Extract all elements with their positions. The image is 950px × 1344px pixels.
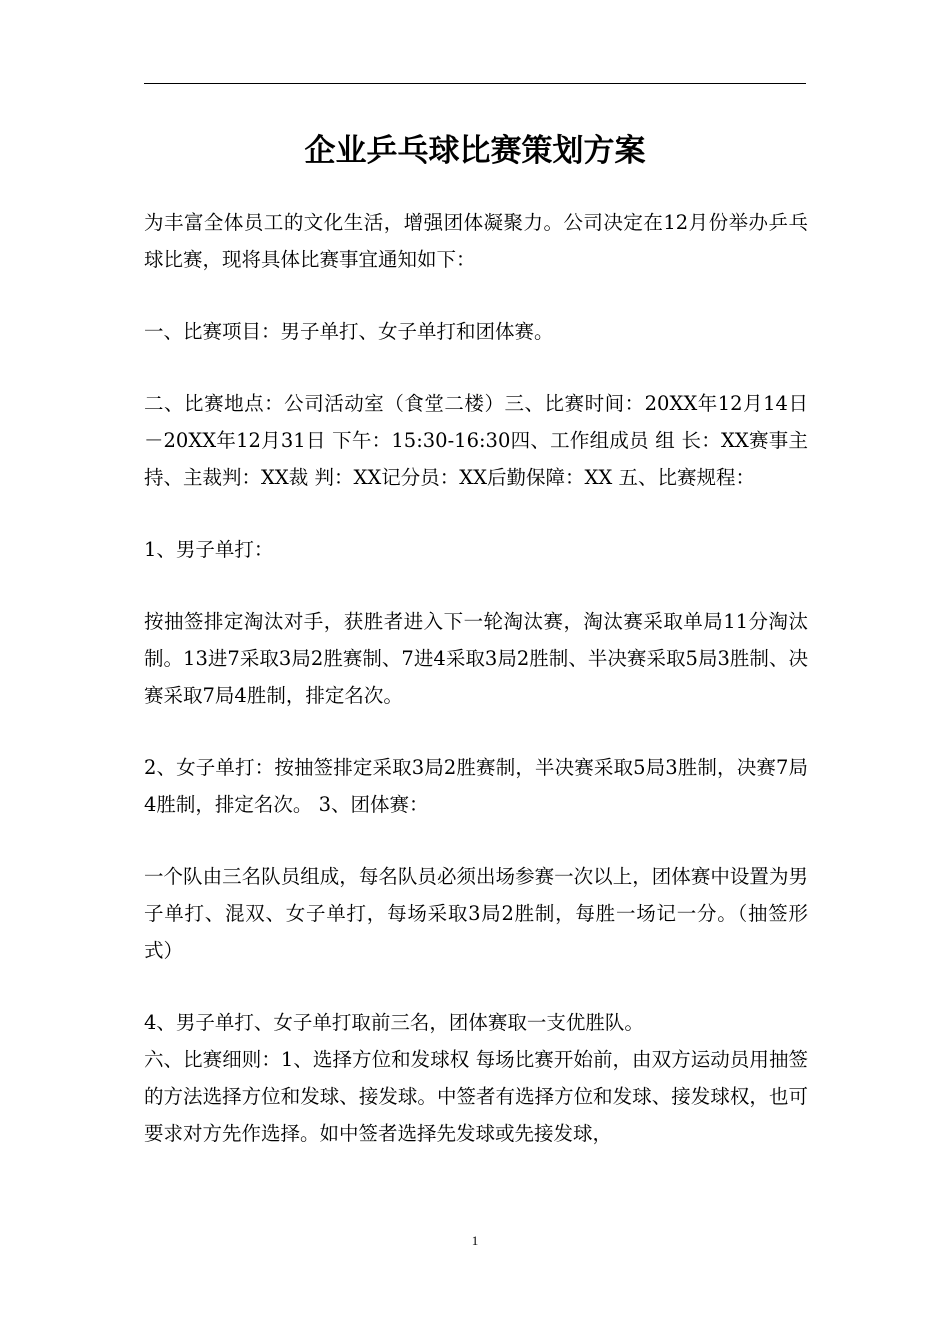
- intro-paragraph: 为丰富全体员工的文化生活，增强团体凝聚力。公司决定在12月份举办乒乓球比赛，现将具体比赛事宜通知如下：: [144, 211, 808, 271]
- rule-rankings: 4、男子单打、女子单打取前三名，团体赛取一支优胜队。: [144, 1011, 644, 1034]
- section-events: 一、比赛项目：男子单打、女子单打和团体赛。: [144, 320, 554, 343]
- header-rule: [144, 83, 806, 84]
- rule-mens-singles-heading: 1、男子单打：: [144, 538, 274, 561]
- rule-mens-singles-body: 按抽签排定淘汰对手，获胜者进入下一轮淘汰赛，淘汰赛采取单局11分淘汰制。13进7采取3局2胜赛制、7进4采取3局2胜制、半决赛采取5局3胜制、决赛采取7局4胜制，排定名次。: [144, 610, 808, 707]
- rule-womens-singles: 2、女子单打：按抽签排定采取3局2胜赛制，半决赛采取5局3胜制，决赛7局4胜制，排定名次。 3、团体赛：: [144, 756, 808, 816]
- section-venue-time-staff: 二、比赛地点：公司活动室（食堂二楼）三、比赛时间：20XX年12月14日－20XX年12月31日 下午：15:30-16:30四、工作组成员 组 长：XX赛事主持、主裁判：XX裁 判：XX记分员：XX后勤保障：XX 五、比赛规程：: [144, 392, 808, 489]
- rule-team-body: 一个队由三名队员组成，每名队员必须出场参赛一次以上，团体赛中设置为男子单打、混双、女子单打，每场采取3局2胜制，每胜一场记一分。（抽签形式）: [144, 865, 808, 962]
- section-details: 六、比赛细则：1、选择方位和发球权 每场比赛开始前，由双方运动员用抽签的方法选择方位和发球、接发球。中签者有选择方位和发球、接发球权，也可要求对方先作选择。如中签者选择先发球或先接发球，: [144, 1048, 808, 1145]
- document-body: [144, 204, 808, 1152]
- document-title: 企业乒乓球比赛策划方案: [304, 133, 646, 169]
- page-number: 1: [471, 1233, 479, 1248]
